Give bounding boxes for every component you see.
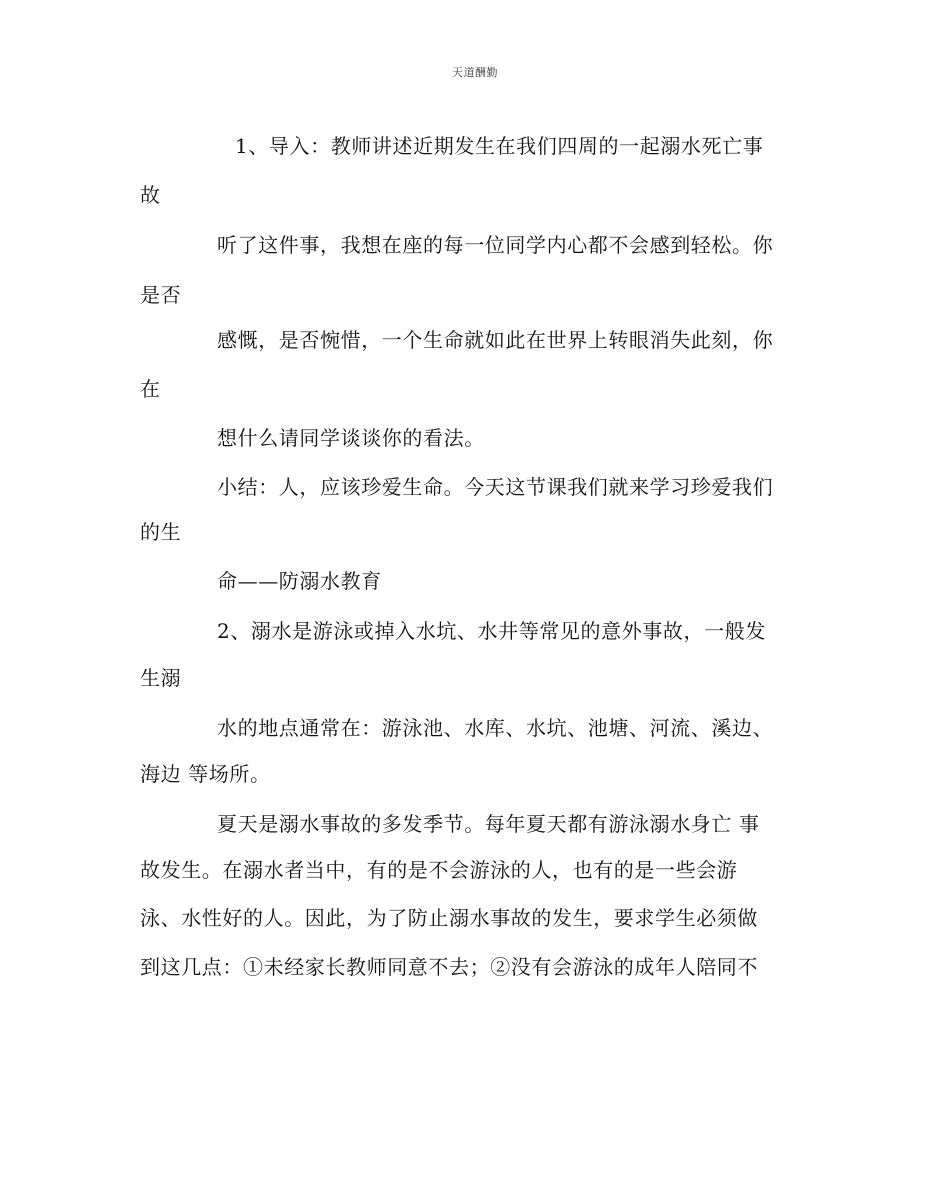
paragraph-line: 在: [140, 377, 161, 401]
paragraph-line: 到这几点：①未经家长教师同意不去；②没有会游泳的成年人陪同不: [140, 955, 758, 979]
paragraph-line: 命——防溺水教育: [217, 569, 382, 593]
paragraph-line: 海边 等场所。: [140, 762, 271, 786]
paragraph-line: 1、导入：教师讲述近期发生在我们四周的一起溺水死亡事: [235, 134, 764, 158]
page-header: 天道酬勤: [452, 66, 498, 79]
paragraph-line: 听了这件事，我想在座的每一位同学内心都不会感到轻松。你: [217, 233, 774, 257]
paragraph-line: 故发生。在溺水者当中，有的是不会游泳的人，也有的是一些会游: [140, 858, 738, 882]
paragraph-line: 感慨，是否惋惜，一个生命就如此在世界上转眼消失此刻，你: [217, 328, 774, 352]
paragraph-line: 2、溺水是游泳或掉入水坑、水井等常见的意外事故，一般发: [217, 619, 766, 643]
paragraph-line: 小结：人，应该珍爱生命。今天这节课我们就来学习珍爱我们: [217, 475, 774, 499]
paragraph-line: 生溺: [140, 666, 182, 690]
paragraph-line: 是否: [140, 283, 182, 307]
paragraph-line: 夏天是溺水事故的多发季节。每年夏天都有游泳溺水身亡 事: [217, 812, 760, 836]
paragraph-line: 的生: [140, 520, 182, 544]
paragraph-line: 泳、水性好的人。因此，为了防止溺水事故的发生，要求学生必须做: [140, 906, 758, 930]
paragraph-line: 水的地点通常在：游泳池、水库、水坑、池塘、河流、溪边、: [217, 716, 774, 740]
paragraph-line: 想什么请同学谈谈你的看法。: [217, 426, 485, 450]
paragraph-line: 故: [140, 183, 161, 207]
